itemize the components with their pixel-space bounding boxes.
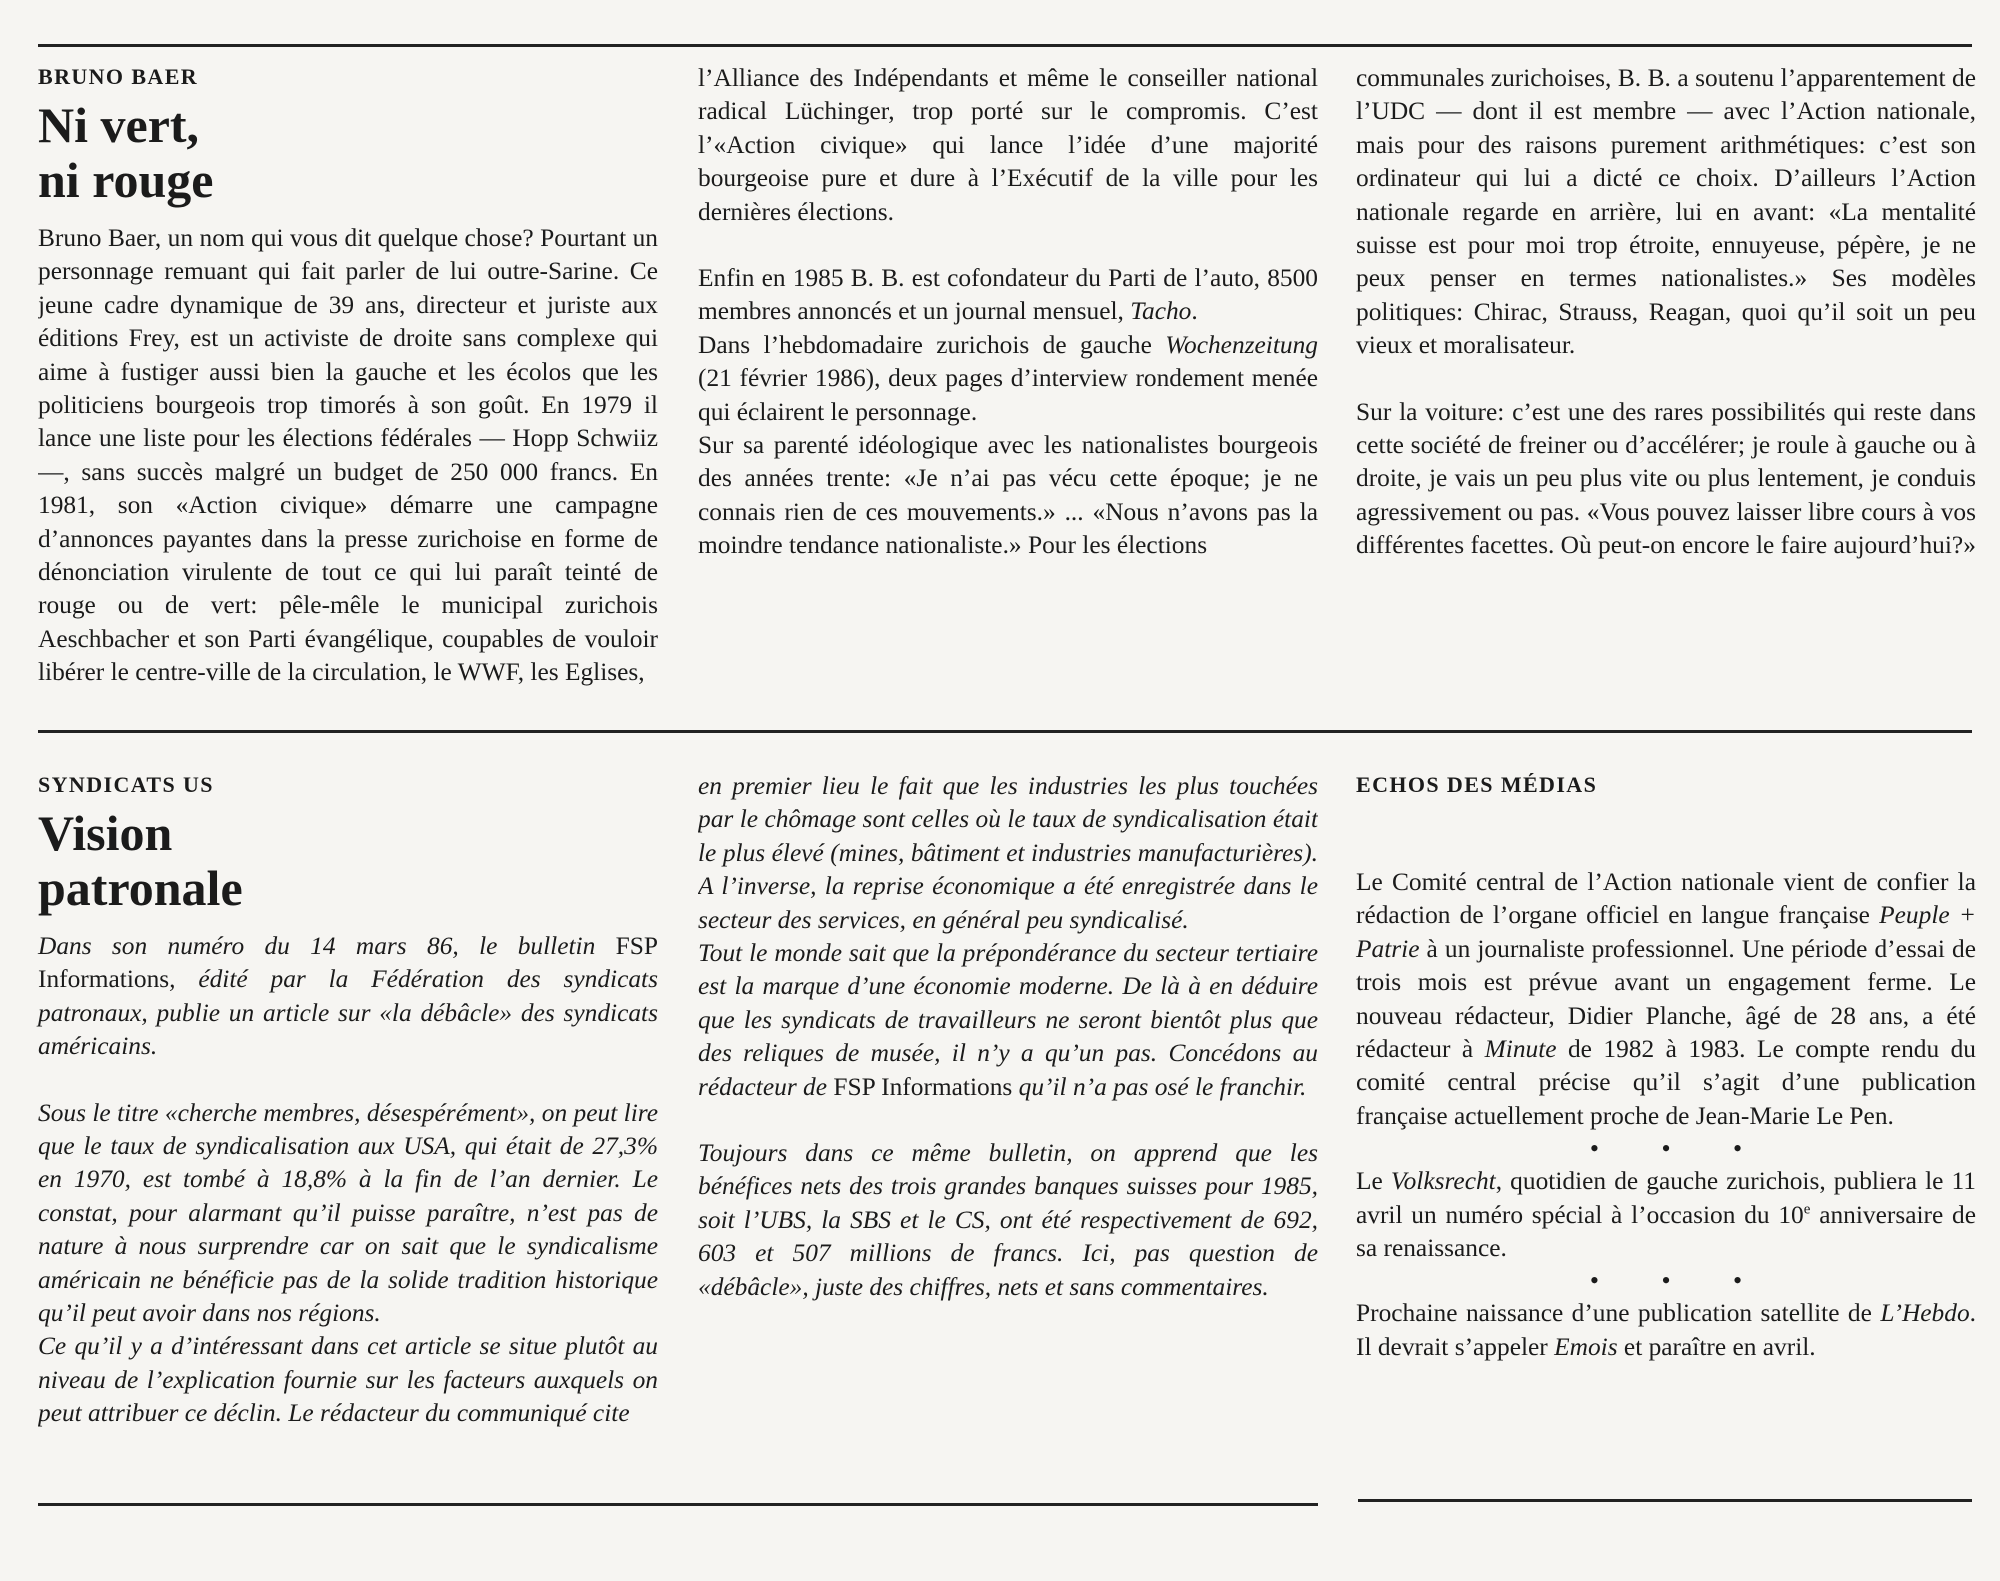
article2-paragraph-3: Ce qu’il y a d’intéressant dans cet article se situe plutôt au niveau de l’explication fournie sur les facteurs auxquels on peut attribuer ce déclin. Le rédacteur du communiqué cite — [38, 1332, 658, 1428]
article1-kicker: BRUNO BAER — [38, 64, 199, 89]
article1-col3 — [1356, 62, 1976, 563]
article2-paragraph-4 — [698, 937, 1318, 1104]
article2-p4-bulletin: FSP Informations — [833, 1072, 1013, 1101]
article2-p4-text: Tout le monde sait que la prépondérance du secteur tertiaire est la marque d’une économie moderne. De là à en déduire que les syndicats de travailleurs ne seront bientôt plus que des reliques de musée, il n’y a qu’un pas. Concédons au rédacteur de — [698, 939, 1318, 1101]
article3-col — [1356, 770, 1976, 1364]
article1-col2 — [698, 62, 1318, 563]
article3-p2-text: Le — [1356, 1167, 1391, 1196]
article1-p3-italic: Wochenzeitung — [1165, 330, 1318, 359]
article3-separator-1: • • • — [1589, 1134, 1771, 1164]
article1-title-line2: ni rouge — [38, 152, 214, 208]
article1-paragraph-5: Sur la voiture: c’est une des rares possibilités qui reste dans cette société de freiner ou d’accélérer; je roule à gauche ou à droite, je vais un peu plus vite ou plus lentement, je conduis agressivement ou pas. «Vous pouvez laisser libre cours à vos différentes facettes. Où peut-on encore le faire aujourd’hui?» — [1356, 397, 1976, 560]
article2-p1-text: Dans son numéro du 14 mars 86, le bulletin — [38, 932, 616, 960]
article3-paragraph-3 — [1356, 1297, 1976, 1364]
article2-title-line1: Vision — [38, 805, 173, 861]
article3-paragraph-1 — [1356, 866, 1976, 1133]
article1-p2-italic: Tacho — [1130, 297, 1192, 326]
article1-paragraph-1-cont-text: l’Alliance des Indépendants et même le conseiller national radical Lüchinger, trop porté sur le compromis. C’est l’«Action civique» qui lance l’idée d’une majorité bourgeoise pure et dure à l’Exécutif de la ville pour les dernières élections. — [698, 64, 1318, 226]
article3-p2-mid: , quotidien de gauche zurichois, publiera le 11 avril un numéro spécial à l’occasion du 10 — [1356, 1167, 1976, 1229]
article1-col1 — [38, 62, 658, 690]
article2-paragraph-3-cont-text: en premier lieu le fait que les industries les plus touchées par le chômage sont celles où le taux de syndicalisation était le plus élevé (mines, bâtiment et industries manufacturières). A l’inverse, la reprise économique a été enregistrée dans le secteur des services, en général peu syndicalisé. — [698, 772, 1318, 934]
article3-kicker: ECHOS DES MÉDIAS — [1356, 772, 1598, 797]
article1-paragraph-4: Sur sa parenté idéologique avec les nationalistes bourgeois des années trente: «Je n’ai pas vécu cette époque; je ne connais rien de ces mouvements.» ... «Nous n’avons pas la moindre tendance nationaliste.» Pour les élections — [698, 431, 1318, 560]
article1-title — [38, 98, 658, 208]
article2-title-line2: patronale — [38, 860, 243, 916]
article1-p3-text: Dans l’hebdomadaire zurichois de gauche — [698, 330, 1166, 359]
article1-p3-end: (21 février 1986), deux pages d’interview rondement menée qui éclairent le personnage. — [698, 364, 1318, 426]
article3-p3-text: Prochaine naissance d’une publication satellite de — [1356, 1299, 1881, 1328]
article3-p3-end: et paraître en avril. — [1617, 1332, 1816, 1361]
bottom-rule-left — [38, 1503, 1318, 1506]
top-rule — [38, 44, 1972, 47]
article2-p1-end: , édité par la Fédération des syndicats patronaux, publie un article sur «la débâcle» des syndicats américains. — [38, 965, 658, 1061]
article3-p3-hebdo: L’Hebdo — [1880, 1299, 1970, 1328]
article2-kicker: SYNDICATS US — [38, 772, 214, 797]
article1-paragraph-4-cont — [1356, 62, 1976, 363]
article1-paragraph-2 — [698, 262, 1318, 329]
article2-paragraph-5: Toujours dans ce même bulletin, on apprend que les bénéfices nets des trois grandes banques suisses pour 1985, soit l’UBS, la SBS et le CS, ont été respectivement de 692, 603 et 507 millions de francs. Ici, pas question de «débâcle», juste des chiffres, nets et sans commentaires. — [698, 1139, 1318, 1301]
article3-p1-minute: Minute — [1484, 1035, 1557, 1064]
article1-p2-text: Enfin en 1985 B. B. est cofondateur du Parti de l’auto, 8500 membres annoncés et un journal mensuel, — [698, 264, 1318, 326]
article1-paragraph-4-cont-text: communales zurichoises, B. B. a soutenu l’apparentement de l’UDC — dont il est membre — avec l’Action nationale, mais pour des raisons purement arithmétiques: c’est son ordinateur qui lui a dicté ce choix. D’ailleurs l’Action nationale regarde en arrière, lui en avant: «La mentalité suisse est pour moi trop étroite, ennuyeuse, pépère, je ne peux penser en termes nationalistes.» Ses modèles politiques: Chirac, Strauss, Reagan, quoi qu’il soit un peu vieux et moralisateur. — [1356, 64, 1976, 360]
article3-separator-2: • • • — [1589, 1266, 1771, 1296]
article2-paragraph-1 — [38, 930, 658, 1064]
article3-p2-sup: e — [1803, 1201, 1811, 1218]
article1-paragraph-3 — [698, 329, 1318, 429]
article3-paragraph-2 — [1356, 1165, 1976, 1265]
article1-title-line1: Ni vert, — [38, 97, 200, 153]
article3-p3-mid: . Il devrait s’appeler — [1356, 1299, 1976, 1361]
article3-p3-emois: Emois — [1554, 1332, 1618, 1361]
middle-rule — [38, 730, 1972, 733]
article3-p1-end: de 1982 à 1983. Le compte rendu du comité central précise qu’il s’agit d’une publication française actuellement proche de Jean-Marie Le Pen. — [1356, 1035, 1976, 1130]
article2-paragraph-3-cont — [698, 770, 1318, 937]
article3-p2-volksrecht: Volksrecht — [1390, 1167, 1496, 1196]
article2-title — [38, 806, 658, 916]
article3-p1-mid: à un journaliste professionnel. Une période d’essai de trois mois est prévue avant un engagement ferme. Le nouveau rédacteur, Didier Planche, âgé de 28 ans, a été rédacteur à — [1356, 934, 1976, 1064]
article2-col1 — [38, 770, 658, 1431]
article2-col2 — [698, 770, 1318, 1304]
article2-p1-bulletin: FSP Informations — [38, 932, 658, 994]
article3-p2-end: anniversaire de sa renaissance. — [1356, 1200, 1976, 1263]
article1-p2-end: . — [1191, 297, 1198, 326]
article2-p4-end: qu’il n’a pas osé le franchir. — [1012, 1072, 1307, 1101]
bottom-rule-right — [1358, 1499, 1972, 1502]
article1-paragraph-1-cont — [698, 62, 1318, 229]
article1-paragraph-1: Bruno Baer, un nom qui vous dit quelque chose? Pourtant un personnage remuant qui fait parler de lui outre-Sarine. Ce jeune cadre dynamique de 39 ans, directeur et juriste aux éditions Frey, est un activiste de droite sans complexe qui aime à fustiger aussi bien la gauche et les écolos que les politiciens bourgeois trop timorés à son goût. En 1979 il lance une liste pour les élections fédérales — Hopp Schwiiz —, sans succès malgré un budget de 250 000 francs. En 1981, son «Action civique» démarre une campagne d’annonces payantes dans la presse zurichoise en forme de dénonciation virulente de tout ce qui lui paraît teinté de rouge ou de vert: pêle-mêle le municipal zurichois Aeschbacher et son Parti évangélique, coupables de vouloir libérer le centre-ville de la circulation, le WWF, les Eglises, — [38, 224, 658, 687]
article3-p1-publication: Peuple + Patrie — [1356, 901, 1976, 963]
article3-p1-text: Le Comité central de l’Action nationale vient de confier la rédaction de l’organe officiel en langue française — [1356, 868, 1976, 930]
article2-paragraph-2: Sous le titre «cherche membres, désespérément», on peut lire que le taux de syndicalisation aux USA, qui était de 27,3% en 1970, est tombé à 18,8% à la fin de l’an dernier. Le constat, pour alarmant qu’il puisse paraître, n’est pas de nature à nous surprendre car on sait que le syndicalisme américain ne bénéficie pas de la solide tradition historique qu’il peut avoir dans nos régions. — [38, 1098, 658, 1328]
